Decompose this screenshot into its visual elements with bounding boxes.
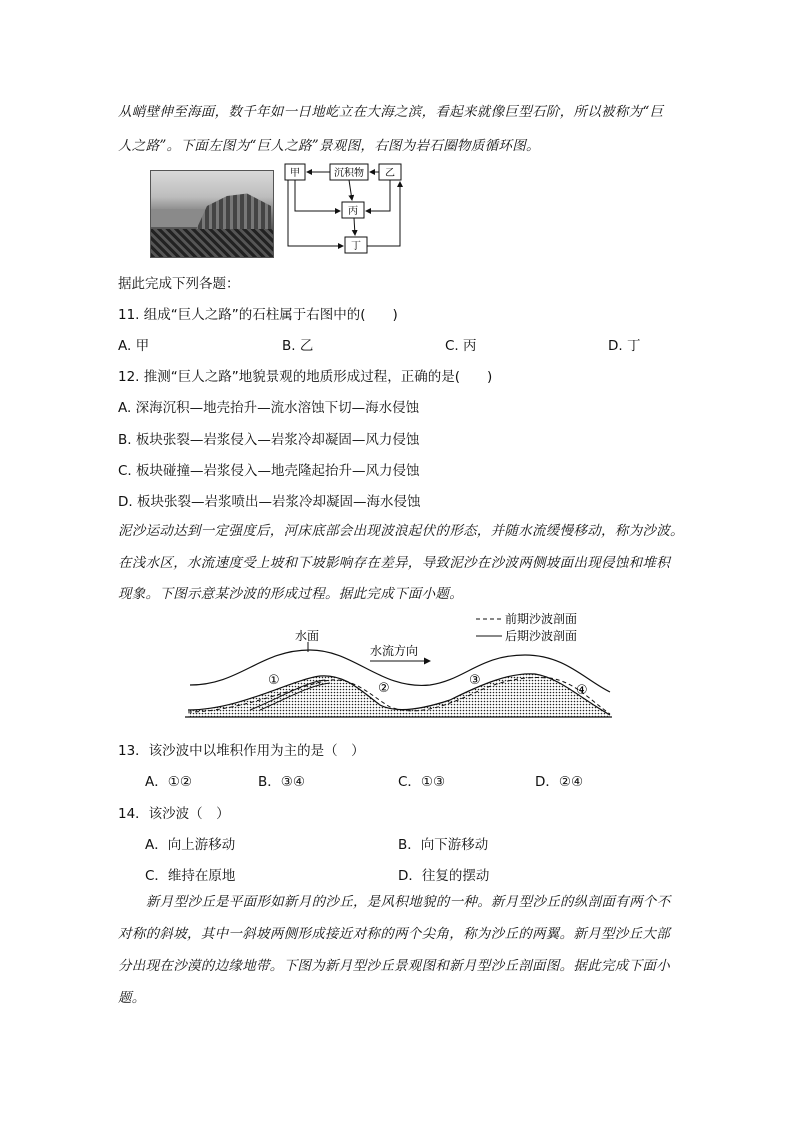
legend-solid-label: 后期沙波剖面 <box>505 629 578 643</box>
q14-option-b[interactable]: B．向下游移动 <box>398 837 489 853</box>
q12-option-b[interactable]: B. 板块张裂—岩浆侵入—岩浆冷却凝固—风力侵蚀 <box>118 432 420 448</box>
q13-option-b[interactable]: B．③④ <box>258 774 305 790</box>
q11-stem: 11. 组成“巨人之路”的石柱属于右图中的( ) <box>118 307 398 323</box>
instruction: 据此完成下列各题： <box>118 276 240 292</box>
q14-stem: 14．该沙波（ ） <box>118 806 230 822</box>
sediment-bed <box>188 674 610 717</box>
q13-option-d[interactable]: D．②④ <box>535 774 584 790</box>
label-bing: 丙 <box>348 206 358 217</box>
q11-option-a[interactable]: A. 甲 <box>118 338 150 354</box>
sandwave-intro-line-2: 在浅水区，水流速度受上坡和下坡影响存在差异，导致泥沙在沙波两侧坡面出现侵蚀和堆积 <box>118 555 670 571</box>
giants-causeway-photo <box>150 170 274 258</box>
q12-option-c[interactable]: C. 板块碰撞—岩浆侵入—地壳隆起抬升—风力侵蚀 <box>118 463 420 479</box>
intro-line-1: 从峭壁伸至海面，数千年如一日地屹立在大海之滨，看起来就像巨型石阶，所以被称为“巨 <box>118 104 664 120</box>
sandwave-diagram <box>180 610 620 725</box>
q12-option-a[interactable]: A. 深海沉积—地壳抬升—流水溶蚀下切—海水侵蚀 <box>118 400 420 416</box>
dune-intro-line-4: 题。 <box>118 990 146 1006</box>
q12-stem: 12. 推测“巨人之路”地貌景观的地质形成过程，正确的是( ) <box>118 369 493 385</box>
water-surface-label: 水面 <box>295 629 320 643</box>
q11-option-c[interactable]: C. 丙 <box>445 338 477 354</box>
q14-option-a[interactable]: A．向上游移动 <box>145 837 236 853</box>
q14-option-c[interactable]: C．维持在原地 <box>145 868 236 884</box>
q13-stem: 13．该沙波中以堆积作用为主的是（ ） <box>118 743 365 759</box>
q12-option-d[interactable]: D. 板块张裂—岩浆喷出—岩浆冷却凝固—海水侵蚀 <box>118 494 421 510</box>
q13-option-a[interactable]: A．①② <box>145 774 192 790</box>
label-ding: 丁 <box>351 241 361 252</box>
q11-option-d[interactable]: D. 丁 <box>608 338 641 354</box>
label-jia: 甲 <box>290 168 300 179</box>
dune-intro-line-3: 分出现在沙漠的边缘地带。下图为新月型沙丘景观图和新月型沙丘剖面图。据此完成下面小 <box>118 958 670 974</box>
mark-1: ① <box>268 673 280 688</box>
label-sediment: 沉积物 <box>334 168 364 179</box>
sandwave-intro-line-1: 泥沙运动达到一定强度后，河床底部会出现波浪起伏的形态，并随水流缓慢移动，称为沙波。 <box>118 523 684 539</box>
label-yi: 乙 <box>385 168 395 179</box>
q13-option-c[interactable]: C．①③ <box>398 774 446 790</box>
mark-3: ③ <box>469 673 481 688</box>
sandwave-intro-line-3: 现象。下图示意某沙波的形成过程。据此完成下面小题。 <box>118 586 463 602</box>
dune-intro-line-2: 对称的斜坡，其中一斜坡两侧形成接近对称的两个尖角，称为沙丘的两翼。新月型沙丘大部 <box>118 926 670 942</box>
rock-cycle-diagram <box>282 160 412 260</box>
q14-option-d[interactable]: D．往复的摆动 <box>398 868 490 884</box>
mark-4: ④ <box>576 683 588 698</box>
dune-intro-line-1: 新月型沙丘是平面形如新月的沙丘，是风积地貌的一种。新月型沙丘的纵剖面有两个不 <box>146 894 671 910</box>
legend-dashed-label: 前期沙波剖面 <box>505 612 578 626</box>
q11-option-b[interactable]: B. 乙 <box>282 338 314 354</box>
mark-2: ② <box>378 681 390 696</box>
intro-line-2: 人之路”。下面左图为“巨人之路”景观图，右图为岩石圈物质循环图。 <box>118 138 540 154</box>
flow-direction-label: 水流方向 <box>370 644 419 658</box>
